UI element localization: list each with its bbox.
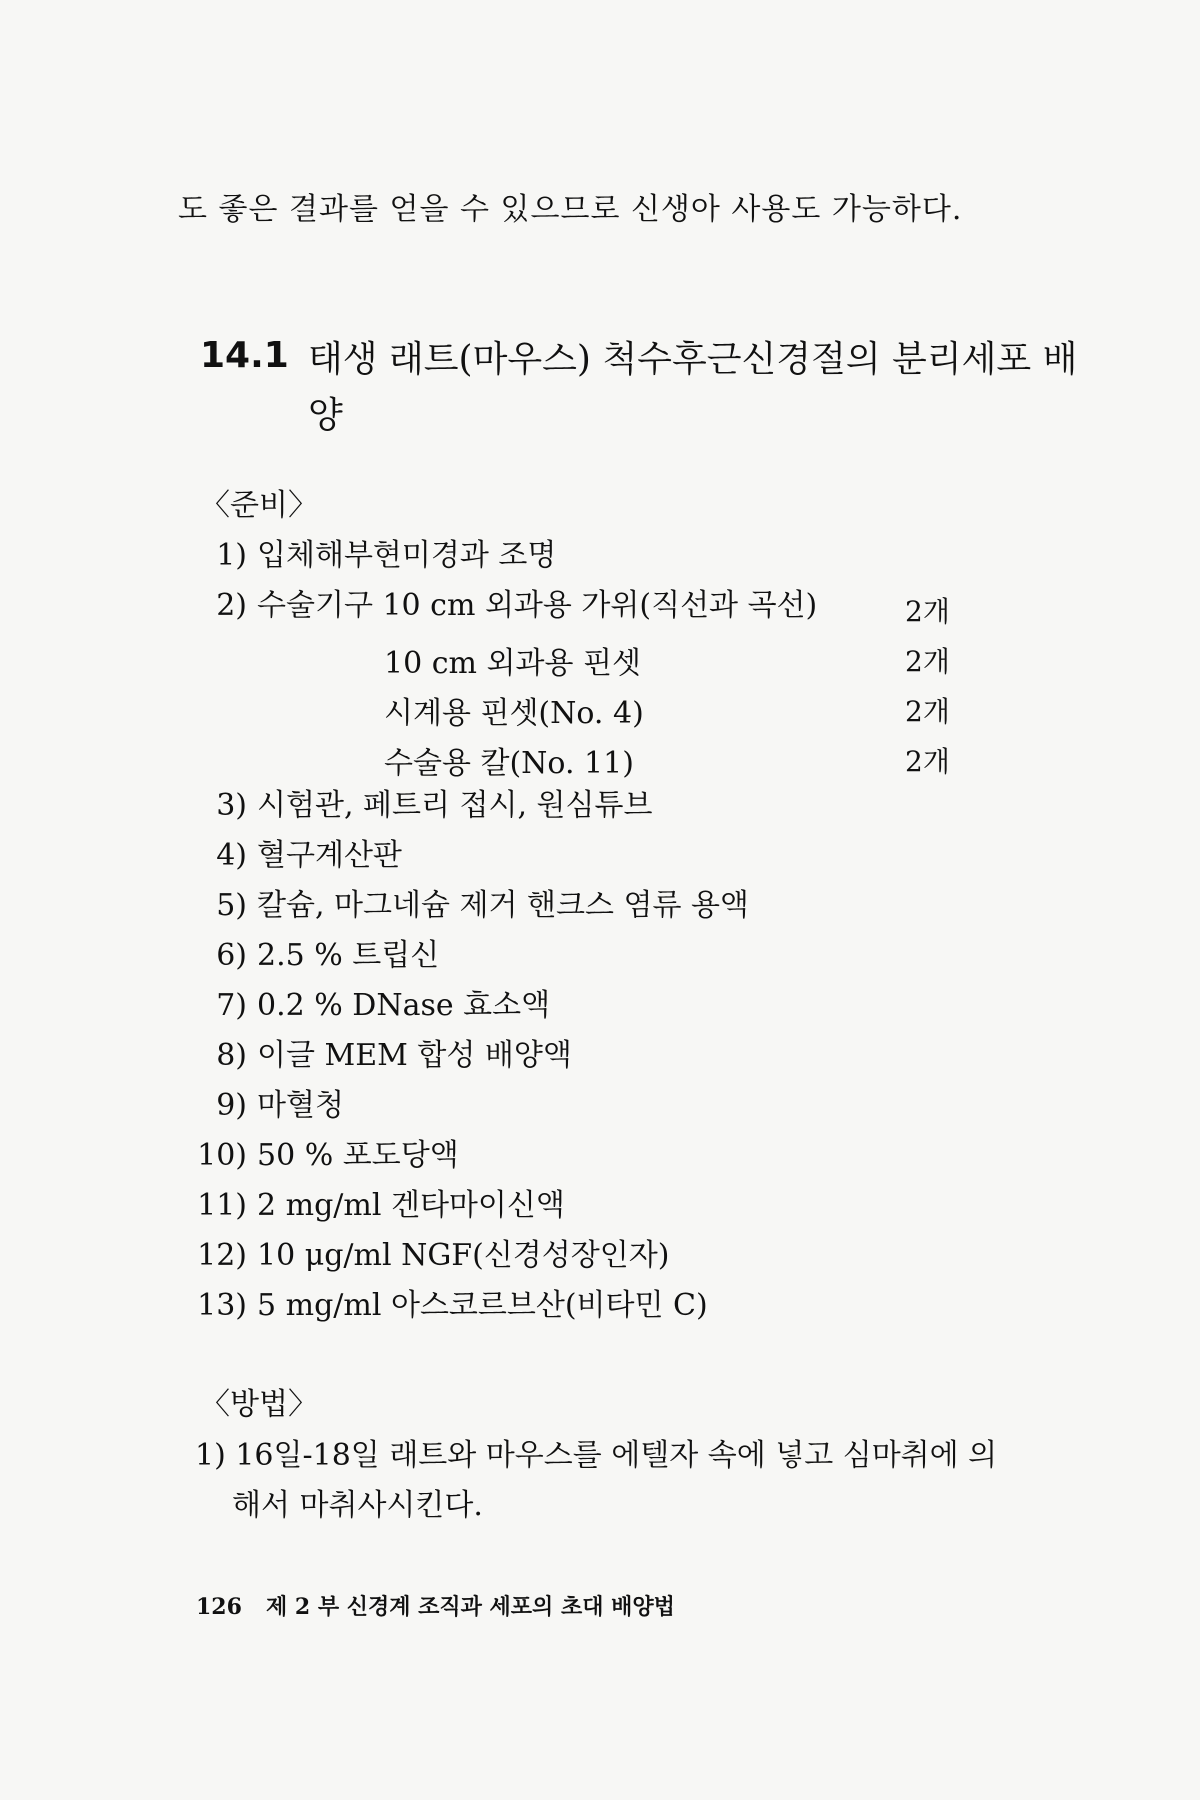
step-text-line-1: 16일-18일 래트와 마우스를 에텔자 속에 넣고 심마취에 의 xyxy=(235,1438,998,1473)
item-text: 이글 MEM 합성 배양액 xyxy=(257,1038,572,1073)
item-number: 8) xyxy=(216,1038,247,1073)
item-text: 수술기구 10 cm 외과용 가위(직선과 곡선) xyxy=(257,588,818,623)
item-number: 5) xyxy=(216,888,247,923)
item-number: 11) xyxy=(197,1188,247,1223)
prep-item-12 xyxy=(185,1238,669,1274)
item-text: 0.2 % DNase 효소액 xyxy=(257,988,551,1023)
prep-item-11 xyxy=(185,1188,565,1224)
item-number: 10) xyxy=(197,1138,247,1173)
item-text: 2 mg/ml 겐타마이신액 xyxy=(257,1188,565,1223)
intro-line: 도 좋은 결과를 얻을 수 있으므로 신생아 사용도 가능하다. xyxy=(178,192,963,227)
item-text: 5 mg/ml 아스코르브산(비타민 C) xyxy=(257,1288,708,1323)
item-quantity: 2개 xyxy=(905,745,950,778)
page-number: 126 xyxy=(196,1594,242,1620)
item-text: 2.5 % 트립신 xyxy=(257,938,440,973)
prep-item-2 xyxy=(185,588,817,624)
item-text: 시험관, 페트리 접시, 원심튜브 xyxy=(257,788,653,823)
footer-title: 제 2 부 신경계 조직과 세포의 초대 배양법 xyxy=(265,1594,675,1620)
sub-item: 10 cm 외과용 핀셋 xyxy=(384,646,641,681)
item-number: 4) xyxy=(216,838,247,873)
item-text: 마혈청 xyxy=(257,1088,344,1123)
method-step-1-continuation: 해서 마취사시킨다. xyxy=(232,1488,483,1523)
method-heading: 〈방법〉 xyxy=(200,1387,318,1422)
prep-item-3 xyxy=(185,788,652,824)
item-quantity: 2개 xyxy=(905,645,950,678)
prep-item-4 xyxy=(185,838,402,874)
prep-heading: 〈준비〉 xyxy=(200,488,318,523)
item-number: 6) xyxy=(216,938,247,973)
prep-item-6 xyxy=(185,938,439,974)
item-text: 입체해부현미경과 조명 xyxy=(257,538,557,573)
item-text: 혈구계산판 xyxy=(257,838,402,873)
prep-item-5 xyxy=(185,888,749,924)
item-text: 10 μg/ml NGF(신경성장인자) xyxy=(257,1238,670,1273)
item-number: 7) xyxy=(216,988,247,1023)
section-title: 태생 래트(마우스) 척수후근신경절의 분리세포 배양 xyxy=(308,339,1078,436)
item-text: 칼슘, 마그네슘 제거 핸크스 염류 용액 xyxy=(257,888,749,923)
step-number: 1) xyxy=(195,1438,226,1473)
item-text: 50 % 포도당액 xyxy=(257,1138,459,1173)
prep-item-7 xyxy=(185,988,550,1024)
sub-item: 수술용 칼(No. 11) xyxy=(384,746,634,781)
item-number: 12) xyxy=(197,1238,247,1273)
prep-item-8 xyxy=(185,1038,572,1074)
page-footer xyxy=(196,1590,675,1621)
item-number: 1) xyxy=(216,538,247,573)
prep-item-9 xyxy=(185,1088,344,1124)
prep-item-13 xyxy=(185,1288,708,1324)
item-quantity: 2개 xyxy=(905,695,950,728)
prep-item-1 xyxy=(185,538,556,574)
item-quantity: 2개 xyxy=(905,595,950,628)
method-step-1 xyxy=(195,1438,997,1474)
item-number: 13) xyxy=(197,1288,247,1323)
item-number: 9) xyxy=(216,1088,247,1123)
prep-item-10 xyxy=(185,1138,459,1174)
section-number: 14.1 xyxy=(200,335,289,376)
item-number: 3) xyxy=(216,788,247,823)
sub-item: 시계용 핀셋(No. 4) xyxy=(384,696,644,731)
item-number: 2) xyxy=(216,588,247,623)
